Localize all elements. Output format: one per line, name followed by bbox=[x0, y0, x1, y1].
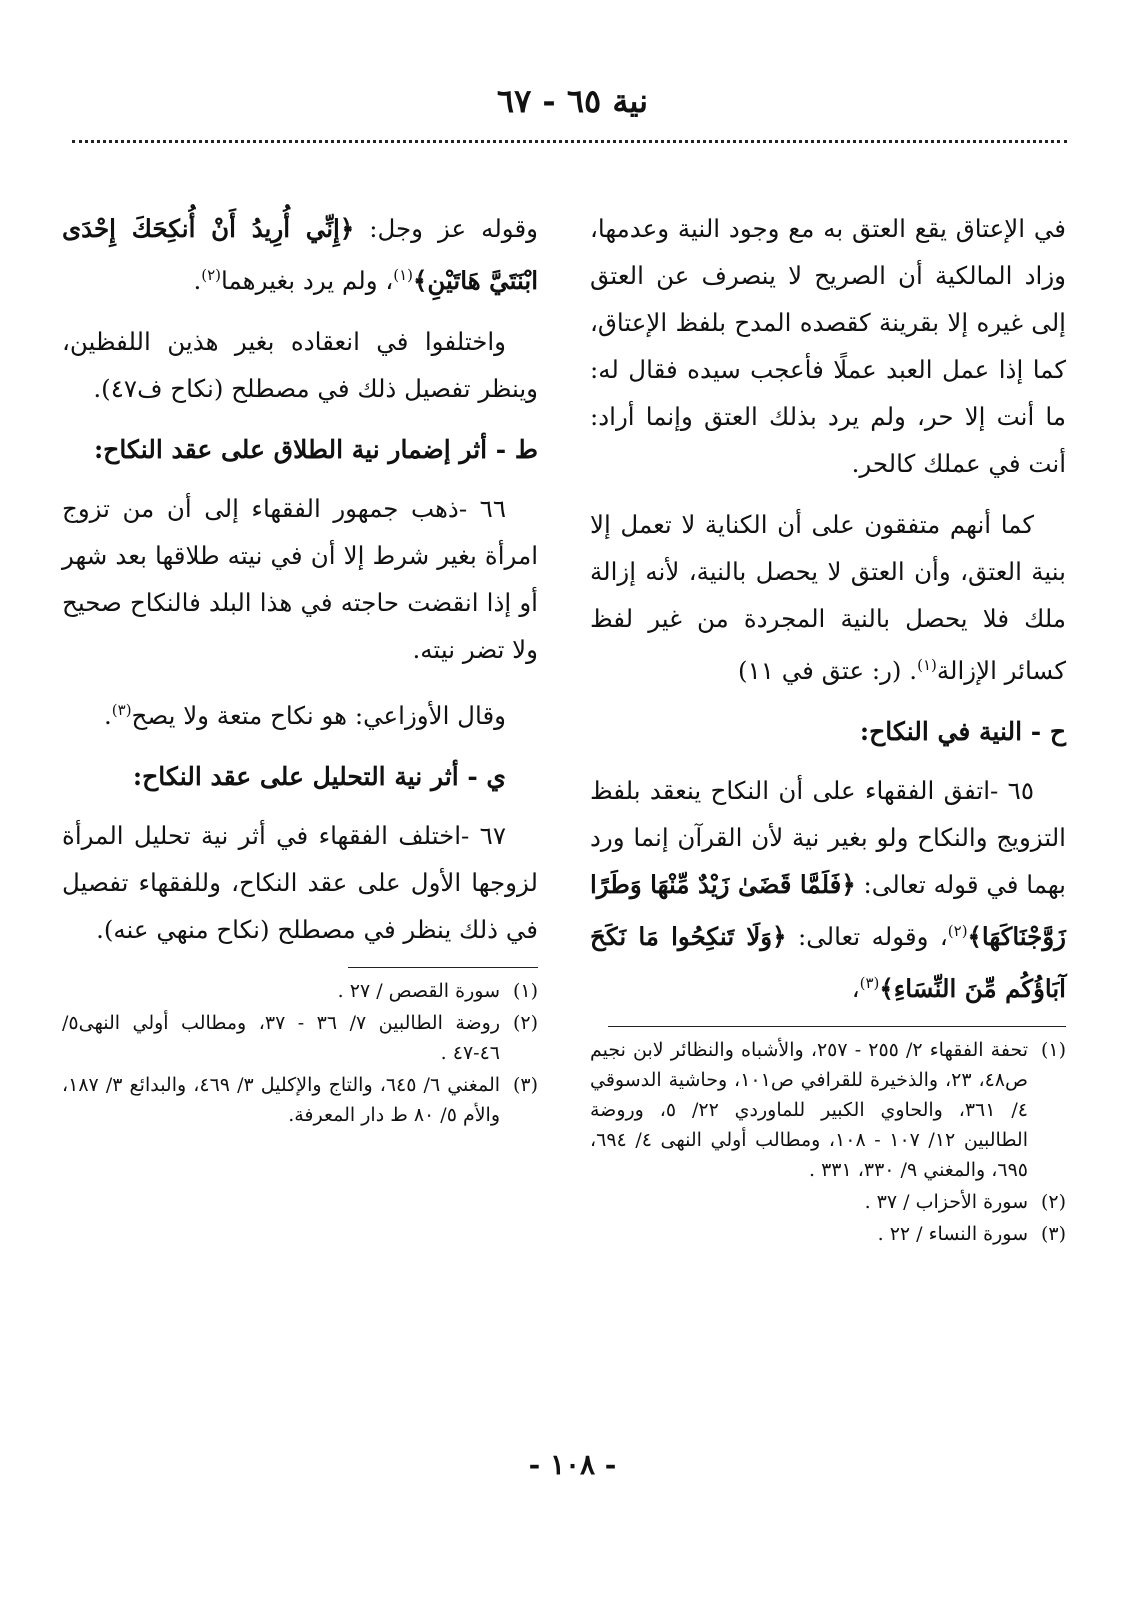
footnote-number: (٣) bbox=[1040, 1223, 1066, 1246]
footnote bbox=[590, 1187, 1066, 1217]
paragraph bbox=[590, 501, 1066, 694]
paragraph bbox=[62, 687, 538, 739]
section-heading: ح - النية في النكاح: bbox=[859, 717, 1066, 747]
paragraph: ٦٧ -اختلف الفقهاء في أثر نية تحليل المرأة لزوجها الأول على عقد النكاح، وللفقهاء تفصيل في ذلك ينظر في مصطلح (نكاح منهي عنه). bbox=[62, 821, 538, 945]
footnote-number: (٢) bbox=[1040, 1191, 1066, 1214]
paragraph-text: ، ولم يرد بغيرهما bbox=[221, 266, 394, 296]
footnotes bbox=[62, 976, 538, 1130]
footnote-divider bbox=[608, 1026, 1066, 1027]
footnote bbox=[62, 1008, 538, 1068]
paragraph bbox=[62, 205, 538, 304]
footnote-text: سورة القصص / ٢٧ . bbox=[337, 980, 500, 1003]
footnote-number: (١) bbox=[512, 980, 538, 1003]
footnote-text: سورة الأحزاب / ٣٧ . bbox=[864, 1191, 1028, 1214]
quran-verse: ﴿إِنِّي أُرِيدُ أَنْ أُنكِحَكَ إِحْدَى ابْنَتَيَّ هَاتَيْنِ﴾ bbox=[62, 214, 538, 296]
paragraph-text: . bbox=[193, 266, 202, 296]
footnote-text: تحفة الفقهاء ٢/ ٢٥٥ - ٢٥٧، والأشباه والنظائر لابن نجيم ص٤٨، ٢٣، والذخيرة للقرافي ص١٠١، وحاشية الدسوقي ٤/ ٣٦١، والحاوي الكبير للماوردي ٢٢/ ٥، وروضة الطالبين ١٢/ ١٠٧ - ١٠٨، ومطالب أولي النهى ٤/ ٦٩٤، ٦٩٥، والمغني ٩/ ٣٣٠، ٣٣١ . bbox=[590, 1039, 1028, 1182]
page-header-title: نية ٦٥ - ٦٧ bbox=[496, 82, 649, 120]
quran-verse: ﴿وَلَا تَنكِحُوا مَا نَكَحَ آبَاؤُكُم مِّنَ النِّسَاءِ﴾ bbox=[590, 922, 1066, 1004]
section-heading: ي - أثر نية التحليل على عقد النكاح: bbox=[132, 762, 506, 792]
paragraph-text: كما أنهم متفقون على أن الكناية لا تعمل إلا بنية العتق، وأن العتق لا يحصل بالنية، لأنه إزالة ملك فلا يحصل بالنية المجردة من غير لفظ كسائر الإزالة bbox=[590, 510, 1066, 686]
footnote bbox=[590, 1219, 1066, 1249]
paragraph-text: ٦٥ -اتفق الفقهاء على أن النكاح ينعقد بلفظ التزويج والنكاح ولو بغير نية لأن القرآن إنما ورد بهما في قوله تعالى: bbox=[590, 776, 1066, 900]
footnotes bbox=[590, 1035, 1066, 1249]
paragraph-text: وقوله عز وجل: bbox=[369, 214, 538, 243]
footnote-text: المغني ٦/ ٦٤٥، والتاج والإكليل ٣/ ٤٦٩، والبدائع ٣/ ١٨٧، والأم ٥/ ٨٠ ط دار المعرفة. bbox=[62, 1074, 501, 1127]
footnote-number: (١) bbox=[1040, 1039, 1066, 1062]
footnote bbox=[590, 1035, 1066, 1185]
footnote bbox=[62, 976, 538, 1006]
paragraph: في الإعتاق يقع العتق به مع وجود النية وعدمها، وزاد المالكية أن الصريح لا ينصرف عن العتق إلى غيره إلا بقرينة كقصده المدح بلفظ الإعتاق، كما إذا عمل العبد عملًا فأعجب سيده فقال له: ما أنت إلا حر، ولم يرد بذلك العتق وإنما أراد: أنت في عملك كالحر. bbox=[590, 214, 1066, 478]
section-heading: ط - أثر إضمار نية الطلاق على عقد النكاح: bbox=[93, 435, 538, 465]
footnote-divider bbox=[348, 967, 538, 968]
quran-verse: ﴿فَلَمَّا قَضَىٰ زَيْدٌ مِّنْهَا وَطَرًا زَوَّجْنَاكَهَا﴾ bbox=[590, 870, 1066, 952]
footnote-ref: (٢) bbox=[947, 922, 968, 941]
page-number: - ١٠٨ - bbox=[528, 1448, 617, 1481]
header-dotted-divider bbox=[72, 140, 1067, 143]
right-column bbox=[590, 205, 1066, 1251]
footnote-text: روضة الطالبين ٧/ ٣٦ - ٣٧، ومطالب أولي النهى٥/ ٤٦-٤٧ . bbox=[62, 1012, 500, 1065]
footnote-number: (٢) bbox=[512, 1012, 538, 1035]
footnote-ref: (٣) bbox=[859, 974, 880, 993]
paragraph: واختلفوا في انعقاده بغير هذين اللفظين، وينظر تفصيل ذلك في مصطلح (نكاح ف٤٧). bbox=[62, 327, 538, 404]
paragraph-text: وقال الأوزاعي: هو نكاح متعة ولا يصح bbox=[131, 701, 506, 731]
paragraph-text: ، bbox=[851, 974, 860, 1004]
footnote-text: سورة النساء / ٢٢ . bbox=[877, 1223, 1028, 1246]
paragraph: ٦٦ -ذهب جمهور الفقهاء إلى أن من تزوج امرأة بغير شرط إلا أن في نيته طلاقها بعد شهر أو إذا انقضت حاجته في هذا البلد فالنكاح صحيح ولا تضر نيته. bbox=[62, 494, 538, 665]
paragraph-text: ، وقوله تعالى: bbox=[797, 922, 948, 952]
footnote-ref: (٣) bbox=[111, 701, 132, 720]
footnote bbox=[62, 1070, 538, 1130]
paragraph-text: . bbox=[103, 701, 112, 731]
paragraph-text: . (ر: عتق في ١١) bbox=[738, 656, 918, 686]
footnote-number: (٣) bbox=[512, 1074, 538, 1097]
footnote-ref: (١) bbox=[917, 656, 937, 674]
paragraph bbox=[590, 767, 1066, 1012]
footnote-ref: (١) bbox=[393, 266, 414, 284]
left-column bbox=[62, 205, 538, 1132]
footnote-ref: (٢) bbox=[201, 266, 222, 284]
